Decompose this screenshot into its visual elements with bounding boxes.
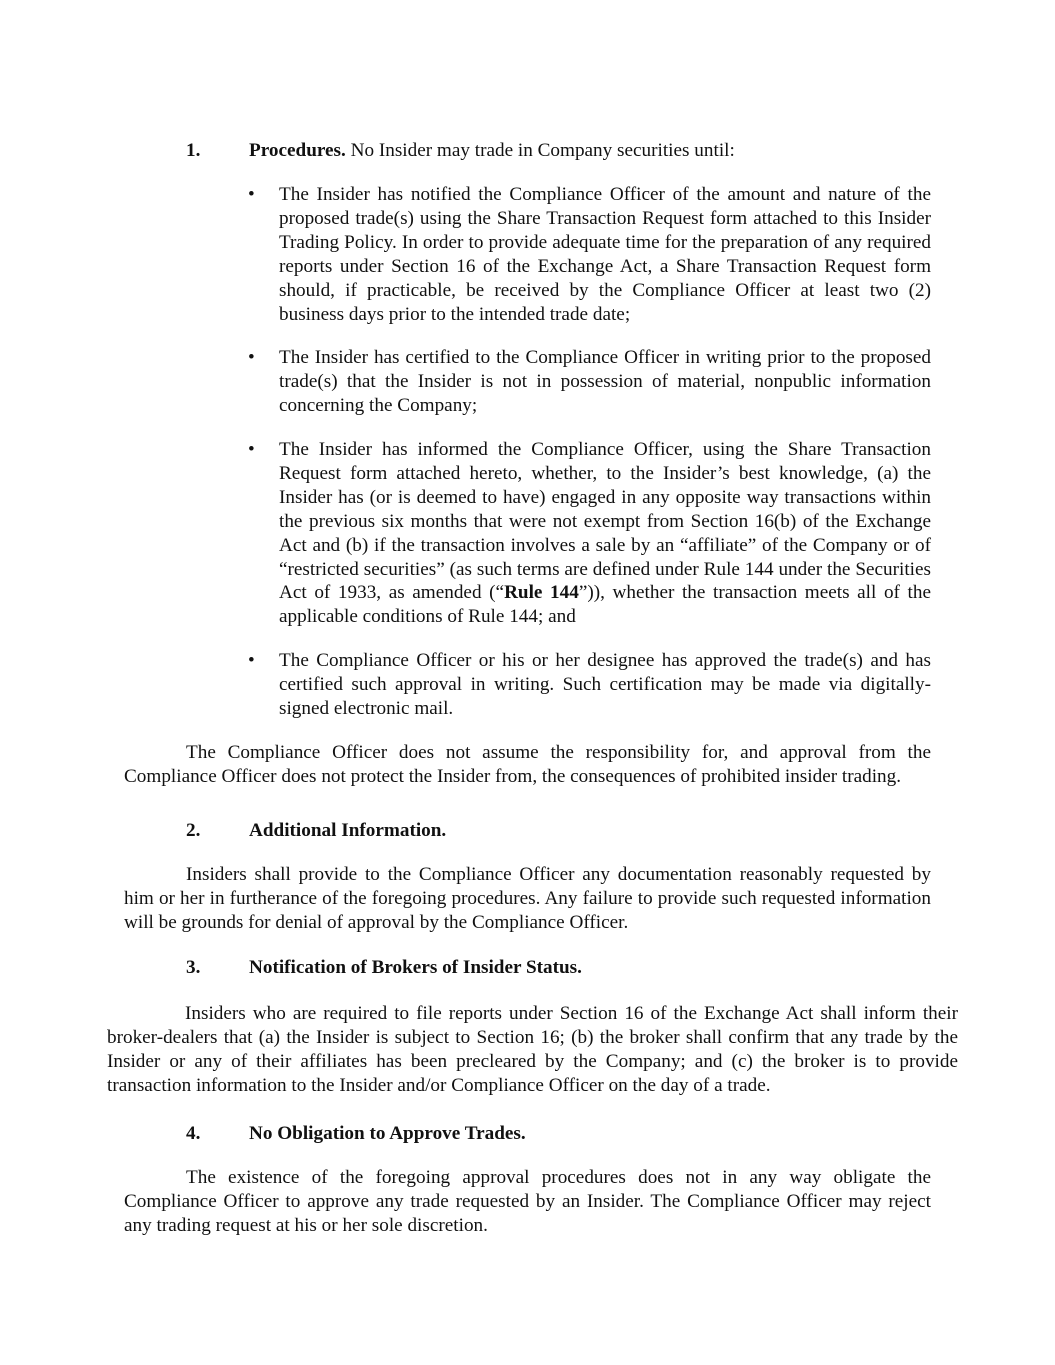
bullet-icon: • xyxy=(248,439,255,460)
section-title: No Obligation to Approve Trades. xyxy=(249,1123,526,1144)
section-2-heading xyxy=(186,819,946,843)
bullet-text: The Insider has notified the Compliance Officer of the amount and nature of the proposed trade(s) using the Share Transaction Request form attached to this Insider Trading Policy. In order to provide adequate time for the preparation of any required reports under Section 16 of the Exchange Act, a Share Transaction Request form should, if practicable, be received by the Compliance Officer at least two (2) business days prior to the intended trade date; xyxy=(279,184,931,325)
section-number: 4. xyxy=(186,1123,201,1144)
section-3-body: Insiders who are required to file reports under Section 16 of the Exchange Act shall inform their broker-dealers that (a) the Insider is subject to Section 16; (b) the broker shall confirm that any trade by the Insider or any of their affiliates has been precleared by the Company; and (c) the broker is to provide transaction information to the Insider and/or Compliance Officer on the day of a trade. xyxy=(107,1003,958,1096)
bullet-text xyxy=(279,438,931,629)
bullet-text-after: ”)), whether the transaction meets all of the applicable conditions of Rule 144; and xyxy=(279,582,931,628)
section-title: Additional Information. xyxy=(249,820,447,841)
bullet-icon: • xyxy=(248,184,255,205)
bullet-text: The Insider has certified to the Compliance Officer in writing prior to the proposed trade(s) that the Insider is not in possession of material, nonpublic information concerning the Company; xyxy=(279,347,931,416)
section-number: 1. xyxy=(186,140,201,161)
bullet-icon: • xyxy=(248,650,255,671)
section-3-heading xyxy=(186,956,946,980)
section-4-heading xyxy=(186,1122,946,1146)
bullet-text: The Compliance Officer or his or her designee has approved the trade(s) and has certified such approval in writing. Such certification may be made via digitally-signed electronic mail. xyxy=(279,650,931,719)
section-2-body: Insiders shall provide to the Compliance Officer any documentation reasonably requested by him or her in furtherance of the foregoing procedures. Any failure to provide such requested information will be grounds for denial of approval by the Compliance Officer. xyxy=(124,864,931,933)
section-number: 2. xyxy=(186,820,201,841)
section-4-body: The existence of the foregoing approval procedures does not in any way obligate the Compliance Officer to approve any trade requested by an Insider. The Compliance Officer may reject any trading request at his or her sole discretion. xyxy=(124,1167,931,1236)
section-lead: No Insider may trade in Company securities until: xyxy=(350,140,735,161)
bullet-icon: • xyxy=(248,347,255,368)
rule-144-term: Rule 144 xyxy=(504,582,579,604)
bullet-text-before: The Insider has informed the Compliance Officer, using the Share Transaction Request form attached hereto, whether, to the Insider’s best knowledge, (a) the Insider has (or is deemed to have) engaged in any opposite way transactions within the previous six months that were not exempt from Section 16(b) of the Exchange Act and (b) if the transaction involves a sale by an “affiliate” of the Company or of “restricted securities” (as such terms are defined under Rule 144 under the Securities Act of 1933, as amended (“ xyxy=(279,439,931,604)
section-1-closing-paragraph: The Compliance Officer does not assume the responsibility for, and approval from the Compliance Officer does not protect the Insider from, the consequences of prohibited insider trading. xyxy=(124,742,931,787)
section-number: 3. xyxy=(186,957,201,978)
section-title: Notification of Brokers of Insider Status. xyxy=(249,957,582,978)
section-title: Procedures. xyxy=(249,140,346,161)
section-1-heading xyxy=(186,139,946,163)
